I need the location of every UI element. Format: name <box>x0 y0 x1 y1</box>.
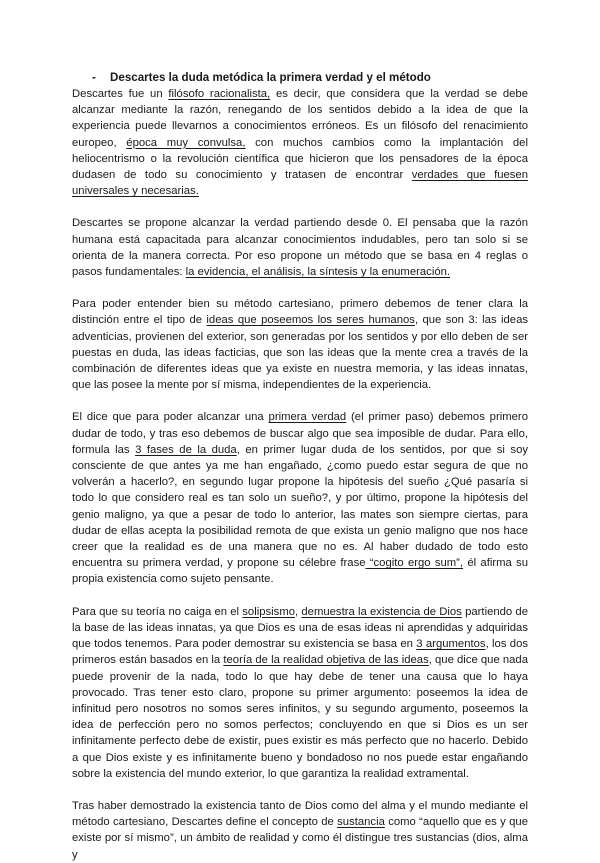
paragraph <box>72 798 528 863</box>
text-run: Descartes fue un <box>72 88 169 100</box>
bullet-dash: - <box>92 71 96 84</box>
underlined-term: filósofo racionalista, <box>168 88 271 100</box>
underlined-term: “cogito ergo sum”, <box>365 557 464 570</box>
text-run: El dice que para poder alcanzar una <box>72 411 269 424</box>
paragraph <box>72 215 528 280</box>
heading-text: Descartes la duda metódica la primera verdad y el método <box>110 71 431 84</box>
underlined-term: demuestra la existencia de Dios <box>301 605 462 618</box>
body-text <box>72 86 528 863</box>
text-run: , <box>295 605 302 618</box>
section-heading <box>92 70 528 86</box>
text-run: es decir, que considera que la verdad se debe alcanzar mediante la razón, renegando de los sentidos debido a la idea de que la experiencia puede llevarnos a conocimientos erróneos. Es un filósofo del renacimiento europeo, <box>72 88 528 149</box>
underlined-term: solipsismo <box>242 605 296 618</box>
paragraph <box>72 296 528 393</box>
underlined-term: la evidencia, el análisis, la síntesis y la enumeración. <box>185 266 451 279</box>
underlined-term: época muy convulsa, <box>126 136 246 149</box>
underlined-term: teoría de la realidad objetiva de las ideas <box>223 654 429 667</box>
underlined-term: primera verdad <box>268 411 347 424</box>
text-run: , que dice que nada puede provenir de la nada, todo lo que hay debe de tener una causa que lo haya provocado. Tras tener esto claro, propone su primer argumento: poseemos la idea de infinitud pero nosotros no somos seres infinitos, y su segundo argumento, poseemos la idea de perfección pero no somos perfectos; concluyendo en que si Dios es un ser infinitamente perfecto debe de existir, pues existir es más perfecto que no hacerlo. Debido a que Dios existe y es infinitamente bueno y bondadoso no nos puede estar engañando sobre la existencia del mundo exterior, lo que garantiza la realidad extramental. <box>72 654 529 780</box>
text-run: partiendo de la base de las ideas innatas, ya que Dios es una de esas ideas ni aprendidas y adquiridas que todos tenemos. Para poder demostrar su existencia se basa en <box>72 605 529 651</box>
underlined-term: ideas que poseemos los seres humanos <box>206 314 415 327</box>
paragraph <box>72 86 528 199</box>
underlined-term: verdades que fuesen universales y necesarias. <box>72 169 528 198</box>
text-run: Para poder entender bien su método cartesiano, primero debemos de tener clara la distinción entre el tipo de <box>72 298 528 327</box>
text-run: (el primer paso) debemos primero dudar de todo, y tras eso debemos de buscar algo que sea imposible de dudar. Para ello, formula las <box>72 411 528 456</box>
paragraph <box>72 409 528 587</box>
text-run: él afirma su propia existencia como sujeto pensante. <box>72 557 528 586</box>
text-run: , que son 3: las ideas adventicias, provienen del exterior, son generadas por los sentidos y por ello deben de ser puestas en duda, las ideas facticias, que son las ideas que la mente crea a través de la combinación de diferentes ideas que ya existe en nuestra memoria, y las ideas innatas, que las posee la mente por sí misma, independientes de la experiencia. <box>72 314 528 392</box>
paragraph <box>72 604 528 782</box>
underlined-term: 3 fases de la duda <box>135 443 237 456</box>
text-run: , en primer lugar duda de los sentidos, por que si soy consciente de que antes ya me han engañado, ¿como puedo estar segura de que no volverán a hacerlo?, en segundo lugar propone la hipótesis del sueño ¿Qué pasaría si todo lo que considero real es tan solo un sueño?, y por último, propone la hipótesis del genio maligno, ya que a pesar de todo lo anterior, las mates son siempre ciertas, para dudar de ellas acepta la posibilidad remota de que exista un genio maligno que nos hace creer que la realidad es de una manera que no es. Al haber dudado de todo esto encuentra su primera verdad, y propone su célebre frase <box>72 443 528 570</box>
text-run: con muchos cambios como la implantación del heliocentrismo o la revolución científica que hicieron que los pensadores de la época dudasen de todo su conocimiento y tratasen de encontrar <box>72 136 528 182</box>
text-run: Tras haber demostrado la existencia tanto de Dios como del alma y el mundo mediante el método cartesiano, Descartes define el concepto de <box>72 799 528 829</box>
text-run: Descartes se propone alcanzar la verdad partiendo desde 0. El pensaba que la razón humana está capacitada para alcanzar conocimientos indudables, pero tan solo si se orienta de la manera correcta. Por eso propone un método que se basa en 4 reglas o pasos fundamentales: <box>72 217 528 279</box>
text-run: , los dos primeros están basados en la <box>72 638 529 667</box>
text-run: Para que su teoría no caiga en el <box>72 605 243 618</box>
underlined-term: 3 argumentos <box>416 638 486 651</box>
text-run: como “aquello que es y que existe por sí mismo”, un ámbito de realidad y como él distingue tres sustancias (dios, alma y <box>72 816 528 861</box>
underlined-term: sustancia <box>337 816 385 829</box>
